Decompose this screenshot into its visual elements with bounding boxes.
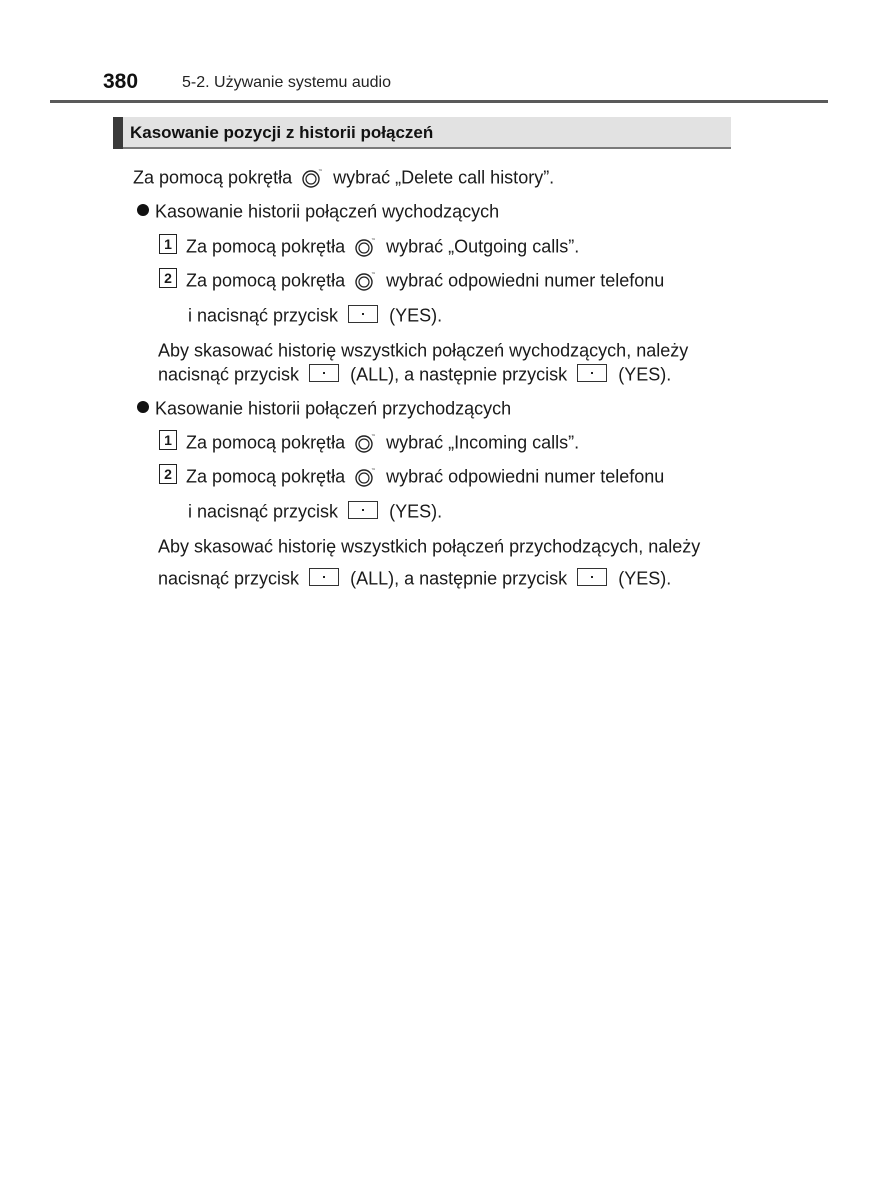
outgoing-step-2: [159, 268, 664, 291]
note-text: nacisnąć przycisk: [158, 364, 300, 385]
outgoing-heading-text: Kasowanie historii połączeń wychodzących: [155, 201, 500, 222]
step-text-before: Za pomocą pokrętła: [186, 236, 346, 257]
step-text-after: (YES).: [389, 501, 443, 522]
step-text-after: wybrać „Incoming calls”.: [386, 432, 580, 453]
section-title: Kasowanie pozycji z historii połączeń: [130, 123, 434, 142]
chapter-title: 5-2. Używanie systemu audio: [182, 74, 391, 91]
note-text: Aby skasować historię wszystkich połączeń przychodzących, należy: [158, 536, 701, 557]
step-text-after: wybrać „Outgoing calls”.: [386, 236, 580, 257]
incoming-note-line-2: [158, 566, 671, 589]
incoming-note-line-1: [158, 534, 700, 557]
note-text: (YES).: [618, 364, 672, 385]
outgoing-heading: [137, 199, 499, 222]
outgoing-note-line-2: [158, 362, 671, 385]
yes-button-icon: [577, 568, 607, 586]
tune-select-knob-icon: [355, 465, 377, 487]
step-text-before: Za pomocą pokrętła: [186, 466, 346, 487]
intro-line: [133, 165, 554, 188]
section-heading: [113, 117, 731, 149]
note-text: (ALL), a następnie przycisk: [350, 364, 568, 385]
step-text-before: i nacisnąć przycisk: [188, 501, 339, 522]
step-number-badge: 2: [159, 268, 177, 288]
tune-select-knob-icon: [302, 166, 324, 188]
all-button-icon: [309, 364, 339, 382]
tune-select-knob-icon: [355, 431, 377, 453]
outgoing-step-2-cont: [188, 303, 442, 326]
intro-text-after: wybrać „Delete call history”.: [333, 167, 555, 188]
note-text: Aby skasować historię wszystkich połączeń wychodzących, należy: [158, 340, 689, 361]
note-text: nacisnąć przycisk: [158, 568, 300, 589]
yes-button-icon: [577, 364, 607, 382]
step-text-after: wybrać odpowiedni numer telefonu: [386, 466, 665, 487]
header-divider: [50, 100, 828, 103]
svg-text:™: ™: [371, 434, 377, 441]
step-number-badge: 1: [159, 430, 177, 450]
bullet-icon: [137, 401, 149, 413]
tune-select-knob-icon: [355, 269, 377, 291]
intro-text-before: Za pomocą pokrętła: [133, 167, 293, 188]
all-button-icon: [309, 568, 339, 586]
yes-button-icon: [348, 501, 378, 519]
page-header: [0, 0, 880, 104]
note-text: (YES).: [618, 568, 672, 589]
bullet-icon: [137, 204, 149, 216]
incoming-heading-text: Kasowanie historii połączeń przychodzących: [155, 398, 512, 419]
svg-text:™: ™: [371, 238, 377, 245]
outgoing-step-1: [159, 234, 579, 257]
step-text-before: i nacisnąć przycisk: [188, 305, 339, 326]
outgoing-note-line-1: [158, 338, 688, 361]
step-number-badge: 2: [159, 464, 177, 484]
note-text: (ALL), a następnie przycisk: [350, 568, 568, 589]
yes-button-icon: [348, 305, 378, 323]
step-text-before: Za pomocą pokrętła: [186, 432, 346, 453]
page-number: 380: [103, 70, 139, 93]
step-number-badge: 1: [159, 234, 177, 254]
incoming-step-2-cont: [188, 499, 442, 522]
step-text-after: wybrać odpowiedni numer telefonu: [386, 270, 665, 291]
svg-text:™: ™: [318, 169, 324, 176]
svg-text:™: ™: [371, 272, 377, 279]
incoming-step-1: [159, 430, 579, 453]
incoming-heading: [137, 396, 511, 419]
tune-select-knob-icon: [355, 235, 377, 257]
step-text-after: (YES).: [389, 305, 443, 326]
incoming-step-2: [159, 464, 664, 487]
step-text-before: Za pomocą pokrętła: [186, 270, 346, 291]
svg-text:™: ™: [371, 468, 377, 475]
